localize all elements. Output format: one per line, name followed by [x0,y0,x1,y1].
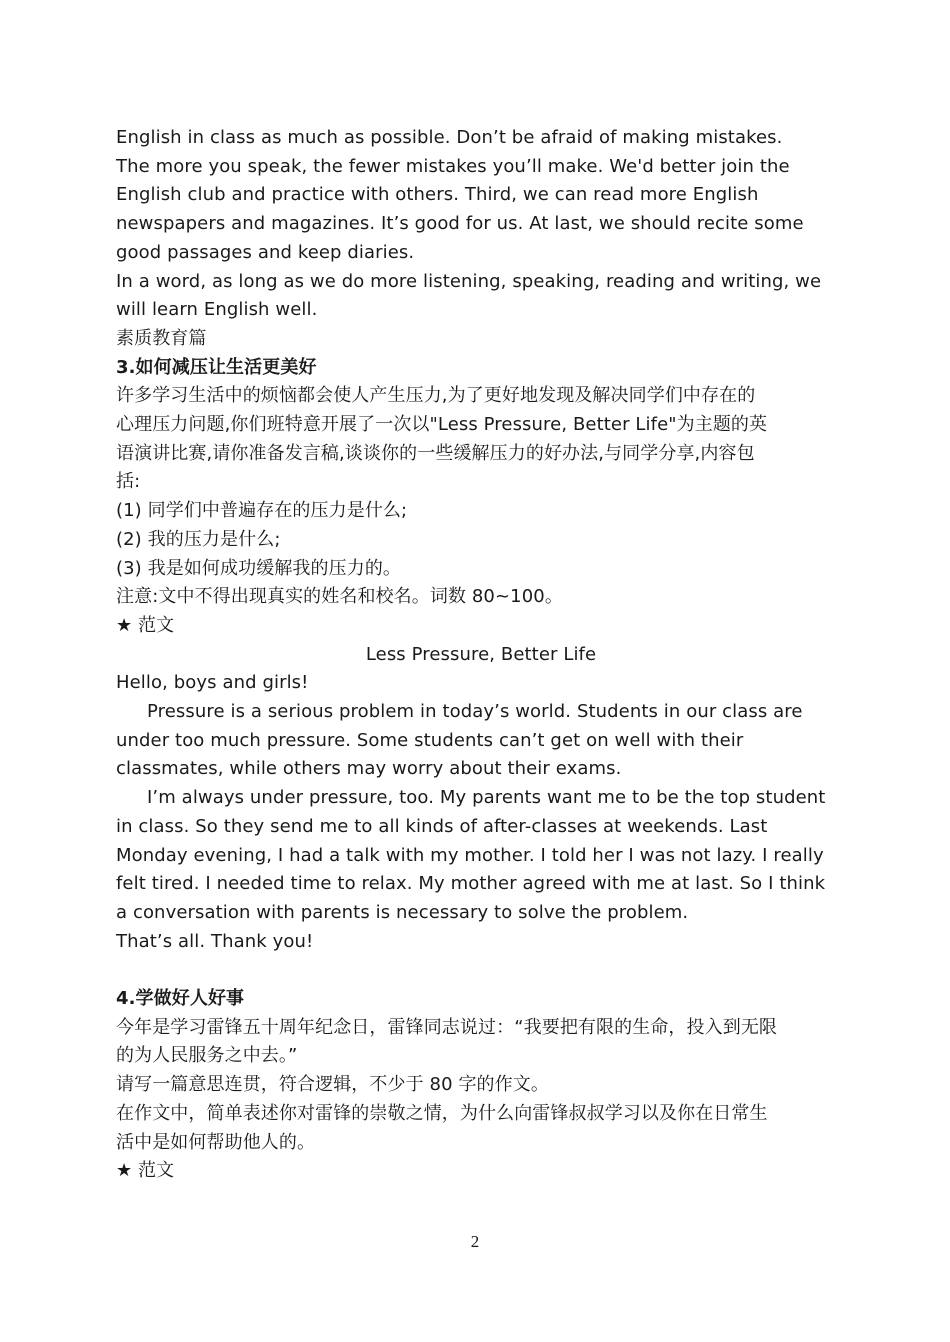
prompt-line: 语演讲比赛,请你准备发言稿,谈谈你的一些缓解压力的好办法,与同学分享,内容包 [116,442,755,464]
text-line: good passages and keep diaries. [116,241,415,263]
text-line: will learn English well. [116,299,318,321]
sample-label: ★ 范文 [116,1160,175,1182]
text-line: Pressure is a serious problem in today’s world. Students in our class are [147,701,803,723]
sample-label: ★ 范文 [116,614,175,636]
category-label: 素质教育篇 [116,327,207,349]
essay-greeting: Hello, boys and girls! [116,672,309,694]
section-3 [116,354,846,957]
instruction-line: 活中是如何帮助他人的。 [116,1131,316,1153]
text-line: I’m always under pressure, too. My parents want me to be the top student [147,787,826,809]
prompt-line: 心理压力问题,你们班特意开展了一次以"Less Pressure, Better Life"为主题的英 [116,414,768,436]
text-line: newspapers and magazines. It’s good for us. At last, we should recite some [116,213,804,235]
section-4 [116,985,846,1186]
text-line: In a word, as long as we do more listening, speaking, reading and writing, we [116,270,822,292]
text-line: Monday evening, I had a talk with my mother. I told her I was not lazy. I really [116,844,824,866]
text-line: felt tired. I needed time to relax. My mother agreed with me at last. So I think [116,873,826,895]
essay-closing: That’s all. Thank you! [116,930,314,952]
blank-line [116,956,846,985]
note-text: 注意:文中不得出现真实的姓名和校名。词数 80~100。 [116,586,563,608]
point-item: (1) 同学们中普遍存在的压力是什么; [116,500,408,522]
text-line: classmates, while others may worry about their exams. [116,758,622,780]
section-heading: 4.学做好人好事 [116,988,245,1010]
point-item: (2) 我的压力是什么; [116,528,281,550]
text-line: English in class as much as possible. Don’t be afraid of making mistakes. [116,127,783,148]
text-line: under too much pressure. Some students can’t get on well with their [116,729,744,751]
text-line: a conversation with parents is necessary to solve the problem. [116,901,689,923]
prompt-line: 许多学习生活中的烦恼都会使人产生压力,为了更好地发现及解决同学们中存在的 [116,385,756,407]
prompt-line: 今年是学习雷锋五十周年纪念日，雷锋同志说过：“我要把有限的生命，投入到无限 [116,1016,778,1038]
requirement-text: 请写一篇意思连贯，符合逻辑，不少于 80 字的作文。 [116,1074,549,1096]
essay-paragraph-1 [116,698,846,784]
essay-paragraph-2 [116,784,846,928]
point-item: (3) 我是如何成功缓解我的压力的。 [116,557,402,579]
section-heading: 3.如何减压让生活更美好 [116,356,317,378]
document-body [116,124,846,1186]
prompt-line: 的为人民服务之中去。” [116,1045,298,1067]
instruction-line: 在作文中，简单表述你对雷锋的崇敬之情，为什么向雷锋叔叔学习以及你在日常生 [116,1102,768,1124]
page-number: 2 [470,1232,480,1251]
previous-essay-continuation [116,124,846,325]
text-line: in class. So they send me to all kinds of after-classes at weekends. Last [116,815,768,837]
prompt-line: 括: [116,471,141,493]
text-line: The more you speak, the fewer mistakes you’ll make. We'd better join the [116,155,790,177]
text-line: English club and practice with others. Third, we can read more English [116,184,759,206]
essay-title: Less Pressure, Better Life [365,643,597,665]
